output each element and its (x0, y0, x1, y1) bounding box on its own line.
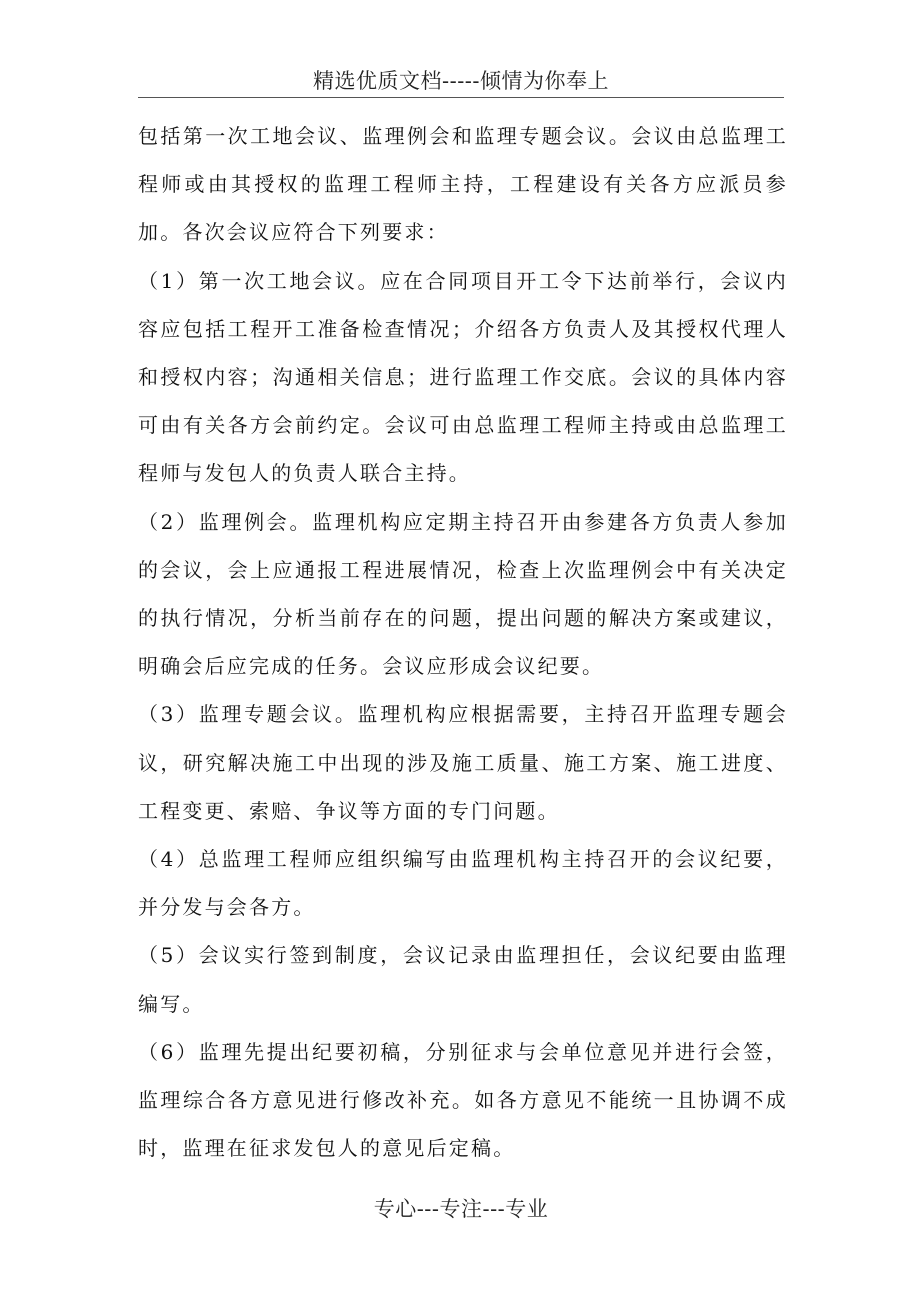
page-footer: 专心---专注---专业 (373, 1197, 549, 1221)
document-body (138, 112, 788, 1172)
paragraph-item-5: （5）会议实行签到制度，会议记录由监理担任，会议纪要由监理编写。 (138, 943, 788, 1016)
paragraph-item-3: （3）监理专题会议。监理机构应根据需要，主持召开监理专题会议，研究解决施工中出现的涉及施工质量、施工方案、施工进度、工程变更、索赔、争议等方面的专门问题。 (138, 702, 788, 823)
paragraph-item-4: （4）总监理工程师应组织编写由监理机构主持召开的会议纪要，并分发与会各方。 (138, 847, 788, 920)
header-divider (138, 97, 784, 98)
paragraph-item-6: （6）监理先提出纪要初稿，分别征求与会单位意见并进行会签，监理综合各方意见进行修改补充。如各方意见不能统一且协调不成时，监理在征求发包人的意见后定稿。 (138, 1039, 788, 1161)
paragraph-item-1: （1）第一次工地会议。应在合同项目开工令下达前举行，会议内容应包括工程开工准备检查情况；介绍各方负责人及其授权代理人和授权内容；沟通相关信息；进行监理工作交底。会议的具体内容可由有关各方会前约定。会议可由总监理工程师主持或由总监理工程师与发包人的负责人联合主持。 (138, 268, 788, 486)
paragraph-item-2: （2）监理例会。监理机构应定期主持召开由参建各方负责人参加的会议，会上应通报工程进展情况，检查上次监理例会中有关决定的执行情况，分析当前存在的问题，提出问题的解决方案或建议，明确会后应完成的任务。会议应形成会议纪要。 (138, 509, 788, 679)
paragraph-intro: 包括第一次工地会议、监理例会和监理专题会议。会议由总监理工程师或由其授权的监理工程师主持，工程建设有关各方应派员参加。各次会议应符合下列要求： (138, 124, 788, 245)
page-header: 精选优质文档-----倾情为你奉上 (313, 69, 609, 93)
